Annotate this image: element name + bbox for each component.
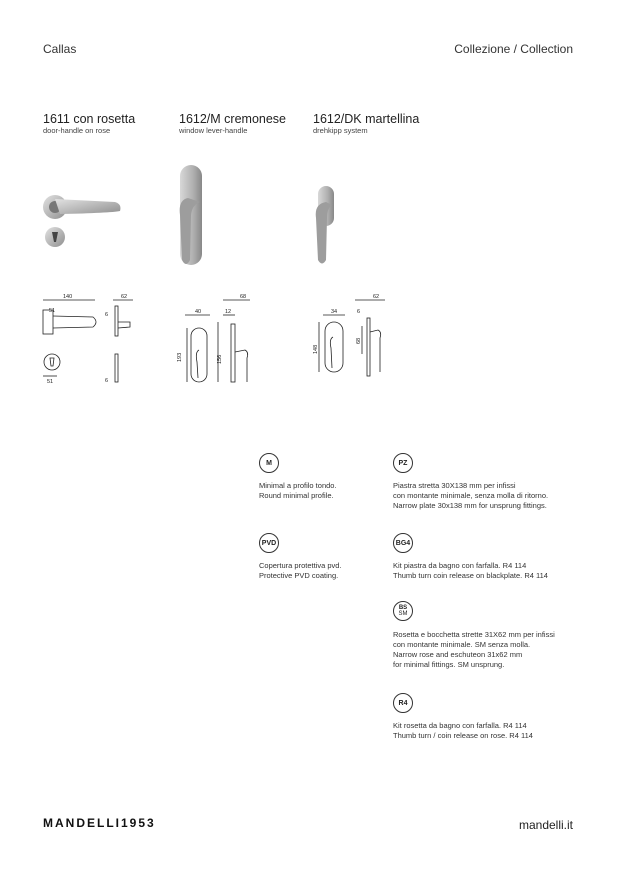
dim-h1: 193 bbox=[177, 352, 183, 362]
product-desc: door-handle on rose bbox=[43, 126, 111, 135]
product-1611 bbox=[43, 112, 135, 135]
dim-b: 12 bbox=[225, 309, 232, 315]
product-1612dk bbox=[313, 112, 419, 135]
feature-pvd-text: Copertura protettiva pvd. Protective PVD coating. bbox=[259, 561, 342, 580]
website-link[interactable]: mandelli.it bbox=[518, 818, 573, 832]
product-photos bbox=[30, 150, 430, 275]
dim-h2: 156 bbox=[217, 354, 223, 364]
dim-c: 68 bbox=[240, 294, 247, 300]
dim-h2: 68 bbox=[356, 337, 362, 344]
feature-m-text: Minimal a profilo tondo. Round minimal profile. bbox=[259, 481, 337, 500]
dim-a: 34 bbox=[331, 309, 338, 315]
door-handle-photo bbox=[43, 195, 120, 247]
window-handle-photo bbox=[180, 165, 202, 265]
dim-thickness-2: 6 bbox=[105, 378, 109, 384]
feature-badge-m: M bbox=[259, 453, 279, 473]
technical-drawings bbox=[35, 292, 405, 392]
product-desc: drehkipp system bbox=[313, 126, 368, 135]
dim-rose: 51 bbox=[49, 308, 56, 314]
feature-bg4-text: Kit piastra da bagno con farfalla. R4 114 Thumb turn coin release on blackplate. R4 114 bbox=[393, 561, 548, 580]
drehkipp-handle-photo bbox=[316, 186, 334, 264]
feature-badge-bs-sm: BS SM bbox=[393, 601, 413, 621]
feature-badge-pz: PZ bbox=[393, 453, 413, 473]
dim-a: 40 bbox=[195, 309, 202, 315]
series-name: Callas bbox=[43, 42, 77, 56]
product-code: 1612/DK martellina bbox=[313, 112, 420, 126]
feature-pz-text: Piastra stretta 30X138 mm per infissi con montante minimale, senza molla di ritorno. Narrow plate 30x138 mm for unsprung fittings. bbox=[393, 481, 549, 510]
brand-logo: MANDELLI1953 bbox=[43, 816, 156, 830]
feature-badge-r4: R4 bbox=[393, 693, 413, 713]
feature-badge-pvd: PVD bbox=[259, 533, 279, 553]
dim-width: 140 bbox=[63, 294, 73, 300]
product-desc: window lever-handle bbox=[179, 126, 248, 135]
dim-depth: 62 bbox=[121, 294, 128, 300]
collection-label: Collezione / Collection bbox=[454, 42, 573, 56]
dim-b: 6 bbox=[357, 309, 361, 315]
dim-key: 51 bbox=[47, 379, 54, 385]
product-1612m bbox=[179, 112, 286, 135]
feature-r4-text: Kit rosetta da bagno con farfalla. R4 114 Thumb turn / coin release on rose. R4 114 bbox=[393, 721, 533, 740]
feature-bs-text: Rosetta e bocchetta strette 31X62 mm per infissi con montante minimale. SM senza molla. Narrow rose and eschuteon 31x62 mm for minimal fittings. SM unsprung. bbox=[393, 630, 555, 669]
dim-thickness: 6 bbox=[105, 312, 109, 318]
product-code: 1611 con rosetta bbox=[43, 112, 136, 126]
dim-c: 62 bbox=[373, 294, 380, 300]
feature-badge-bg4: BG4 bbox=[393, 533, 413, 553]
dim-h1: 148 bbox=[313, 344, 319, 354]
product-code: 1612/M cremonese bbox=[179, 112, 287, 126]
